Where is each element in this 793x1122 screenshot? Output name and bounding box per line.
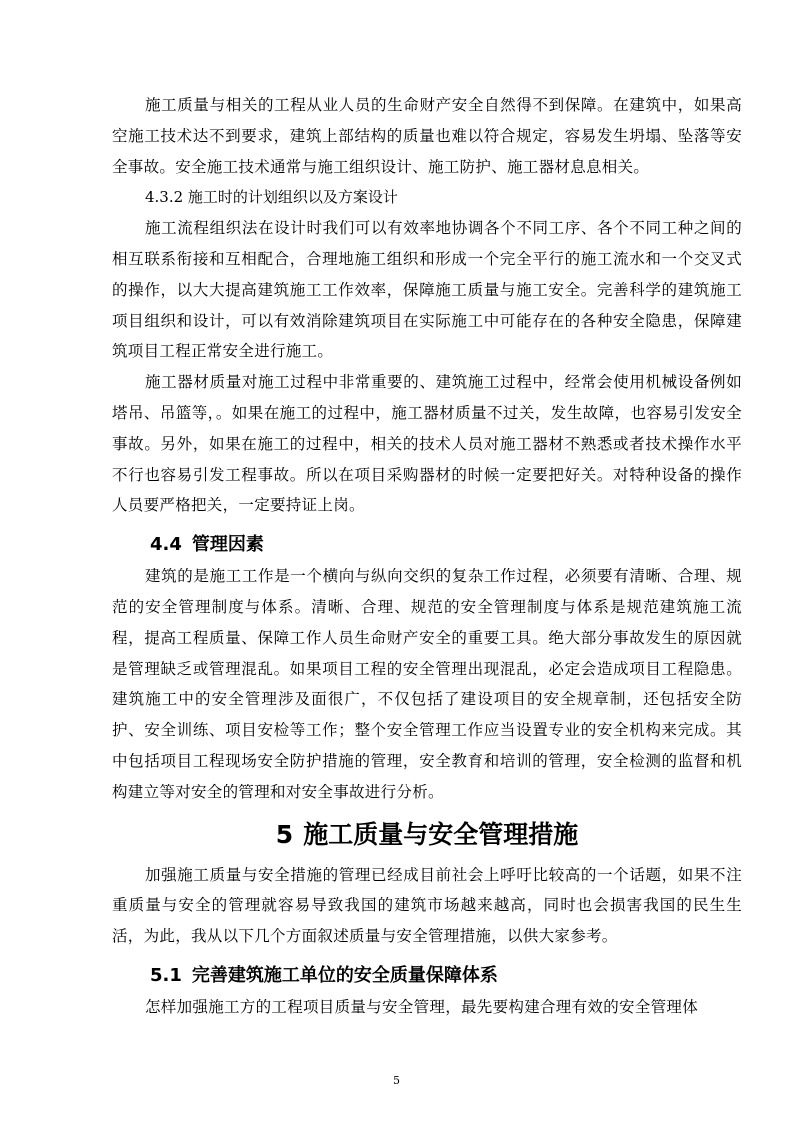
section-number: 4.4 xyxy=(150,534,182,556)
subsection-heading-4-3-2: 4.3.2 施工时的计划组织以及方案设计 xyxy=(145,188,398,207)
paragraph-5-1-start: 怎样加强施工方的工程项目质量与安全管理，最先要构建合理有效的安全管理体 xyxy=(145,997,699,1016)
paragraph-construction-organization: 施工流程组织法在设计时我们可以有效率地协调各个不同工序、各个不同工种之间的相互联系衔接和互相配合，合理地施工组织和形成一个完全平行的施工流水和一个交叉式的操作，以大大提高建筑施工工作效率，保障施工质量与施工安全。完善科学的建筑施工项目组织和设计，可以有效消除建筑项目在实际施工中可能存在的各种安全隐患，保障建筑项目工程正常安全进行施工。 xyxy=(112,219,742,361)
section-heading-5-1 xyxy=(150,960,742,992)
section-title: 管理因素 xyxy=(191,534,264,556)
section-title: 完善建筑施工单位的安全质量保障体系 xyxy=(191,964,498,986)
page-number: 5 xyxy=(393,1074,400,1087)
section-heading-4-4 xyxy=(150,529,742,561)
page-content xyxy=(112,90,742,1023)
paragraph-chapter-5-intro: 加强施工质量与安全措施的管理已经成目前社会上呼吁比较高的一个话题，如果不注重质量与安全的管理就容易导致我国的建筑市场越来越高，同时也会损害我国的民生生活，为此，我从以下几个方面叙述质量与安全管理措施，以供大家参考。 xyxy=(112,865,742,946)
chapter-number: 5 xyxy=(275,819,294,849)
paragraph-management-factors: 建筑的是施工工作是一个横向与纵向交织的复杂工作过程，必须要有清晰、合理、规范的安全管理制度与体系。清晰、合理、规范的安全管理制度与体系是规范建筑施工流程，提高工程质量、保障工作人员生命财产安全的重要工具。绝大部分事故发生的原因就是管理缺乏或管理混乱。如果项目工程的安全管理出现混乱，必定会造成项目工程隐患。建筑施工中的安全管理涉及面很广，不仅包括了建设项目的安全规章制，还包括安全防护、安全训练、项目安检等工作；整个安全管理工作应当设置专业的安全机构来完成。其中包括项目工程现场安全防护措施的管理，安全教育和培训的管理，安全检测的监督和机构建立等对安全的管理和对安全事故进行分析。 xyxy=(112,567,742,801)
chapter-title: 施工质量与安全管理措施 xyxy=(303,819,579,849)
chapter-heading-5 xyxy=(112,816,742,854)
section-number: 5.1 xyxy=(150,964,182,986)
paragraph-equipment-quality: 施工器材质量对施工过程中非常重要的、建筑施工过程中，经常会使用机械设备例如塔吊、吊篮等，。如果在施工的过程中，施工器材质量不过关，发生故障，也容易引发安全事故。另外，如果在施工的过程中，相关的技术人员对施工器材不熟悉或者技术操作水平不行也容易引发工程事故。所以在项目采购器材的时候一定要把好关。对特种设备的操作人员要严格把关，一定要持证上岗。 xyxy=(112,373,742,515)
paragraph-safety-tech: 施工质量与相关的工程从业人员的生命财产安全自然得不到保障。在建筑中，如果高空施工技术达不到要求，建筑上部结构的质量也难以符合规定，容易发生坍塌、坠落等安全事故。安全施工技术通常与施工组织设计、施工防护、施工器材息息相关。 xyxy=(112,96,742,176)
